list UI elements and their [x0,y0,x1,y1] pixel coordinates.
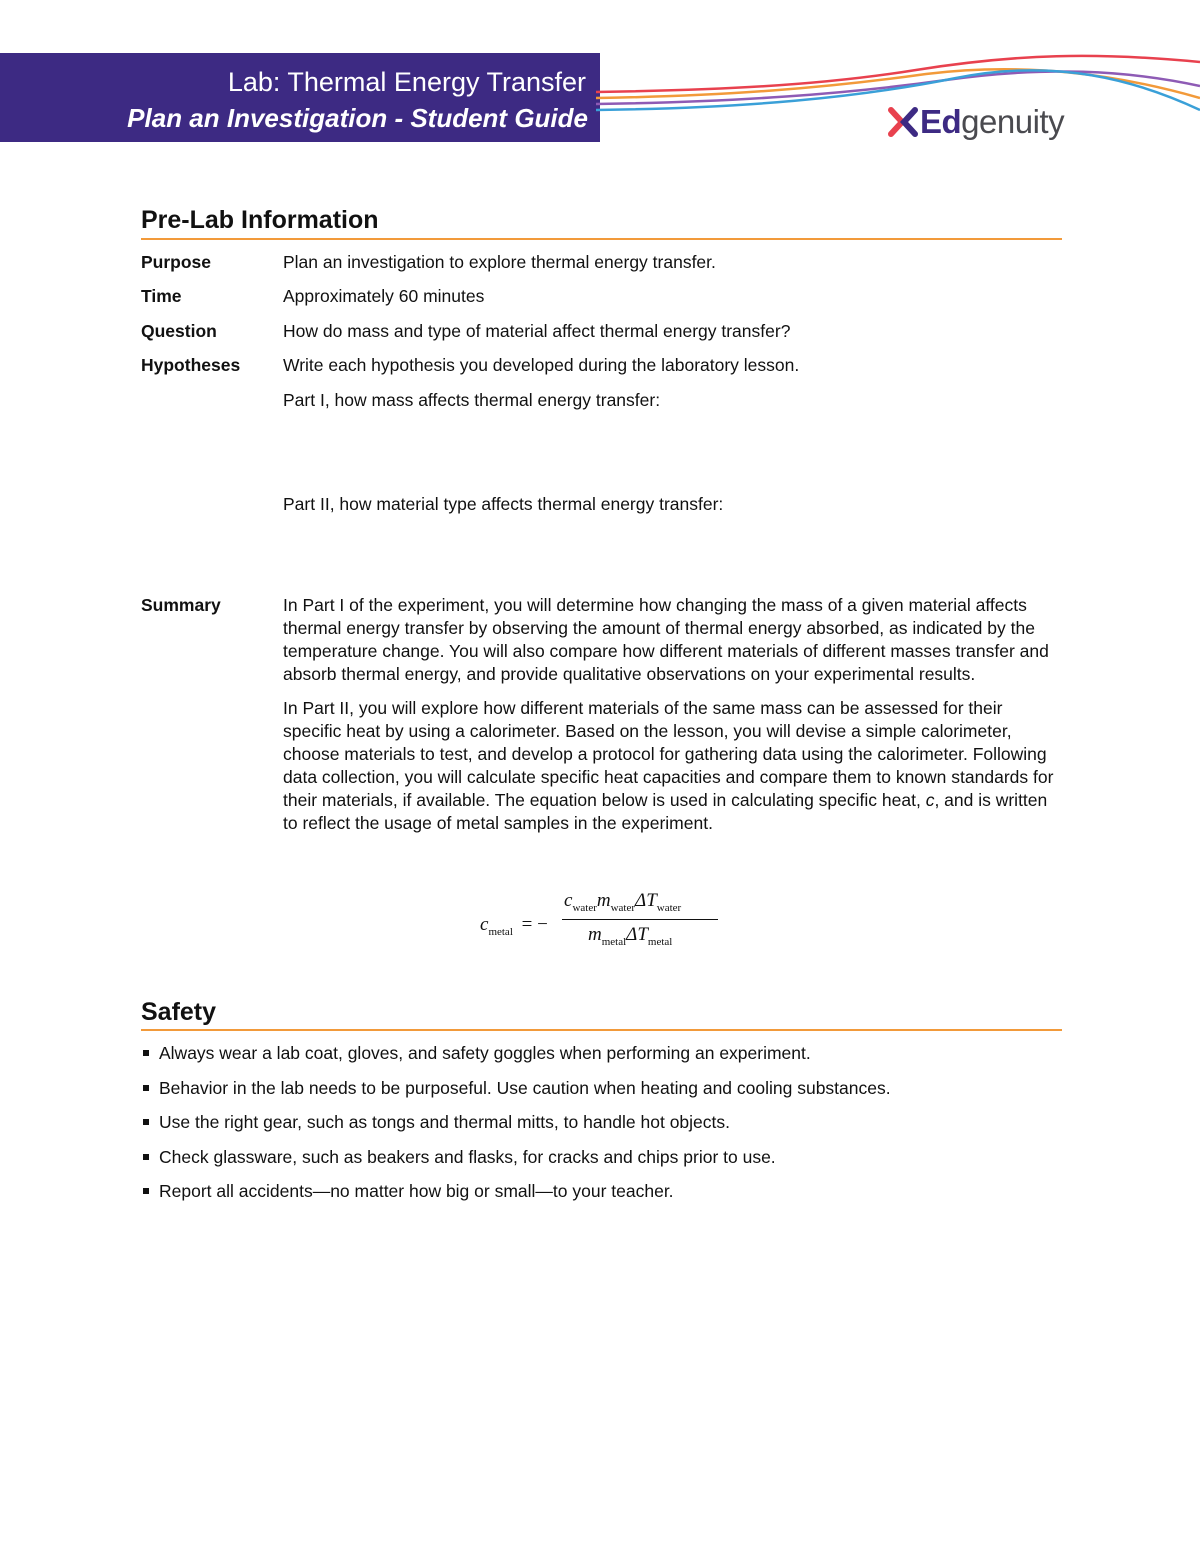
document-subtitle: Plan an Investigation - Student Guide [127,103,588,133]
hypotheses-value: Write each hypothesis you developed during the laboratory lesson. [283,355,800,375]
bullet-icon [143,1188,149,1194]
part2-text: , how material type affects thermal energy transfer: [329,494,724,514]
part1-text: , how mass affects thermal energy transfer: [324,390,661,410]
document-title: Lab: Thermal Energy Transfer [227,67,586,97]
bullet-icon [143,1085,149,1091]
bullet-icon [143,1119,149,1125]
summary-paragraph-2: In Part II, you will explore how different materials of the same mass can be assessed for their specific heat by using a calorimeter. Based on the lesson, you will devise a simple calorimeter, choose materials to test, and develop a protocol for gathering data using the calorimeter. Following data collection, you will calculate specific heat capacities and compare them to known standards for their materials, if available. The equation below is used in calculating specific heat, c, and is written to reflect the usage of metal samples in the experiment. [283,698,1054,833]
purpose-label: Purpose [141,252,212,272]
question-label: Question [141,321,217,341]
summary-label: Summary [141,595,221,615]
part2-label: Part II [283,494,330,514]
purpose-value: Plan an investigation to explore thermal energy transfer. [283,252,716,272]
safety-list [141,1042,891,1215]
bullet-icon [143,1154,149,1160]
x-icon [888,107,918,137]
fraction-bar [562,919,718,920]
safety-rule [141,1029,1062,1031]
logo-wordmark: Edgenuity [920,103,1065,140]
summary-text [283,594,1058,846]
edgenuity-logo [888,102,1064,142]
prelab-rule [141,238,1062,240]
safety-item: Behavior in the lab needs to be purposeful. Use caution when heating and cooling substances. [141,1077,891,1112]
safety-item: Use the right gear, such as tongs and thermal mitts, to handle hot objects. [141,1111,891,1146]
safety-item: Always wear a lab coat, gloves, and safety goggles when performing an experiment. [141,1042,891,1077]
specific-heat-equation: $c_{metal}$ = − $c_{water}m_{water}\Delta T_{water}$ $m_{metal}\Delta T_{metal}$ [480,888,730,958]
safety-item: Check glassware, such as beakers and flasks, for cracks and chips prior to use. [141,1146,891,1181]
safety-heading: Safety [141,998,217,1026]
summary-paragraph-1: In Part I of the experiment, you will determine how changing the mass of a given material affects thermal energy transfer by observing the amount of thermal energy absorbed, as indicated by the temperature change. You will also compare how different materials of different masses transfer and absorb thermal energy, and provide qualitative observations on your experimental results. [283,595,1049,684]
prelab-heading: Pre-Lab Information [141,206,379,234]
safety-item: Report all accidents—no matter how big or small—to your teacher. [141,1180,891,1215]
question-value: How do mass and type of material affect thermal energy transfer? [283,321,791,341]
time-value: Approximately 60 minutes [283,286,485,306]
bullet-icon [143,1050,149,1056]
time-label: Time [141,286,182,306]
hypotheses-label: Hypotheses [141,355,241,375]
header-band [0,53,600,142]
part1-label: Part I [283,390,325,410]
